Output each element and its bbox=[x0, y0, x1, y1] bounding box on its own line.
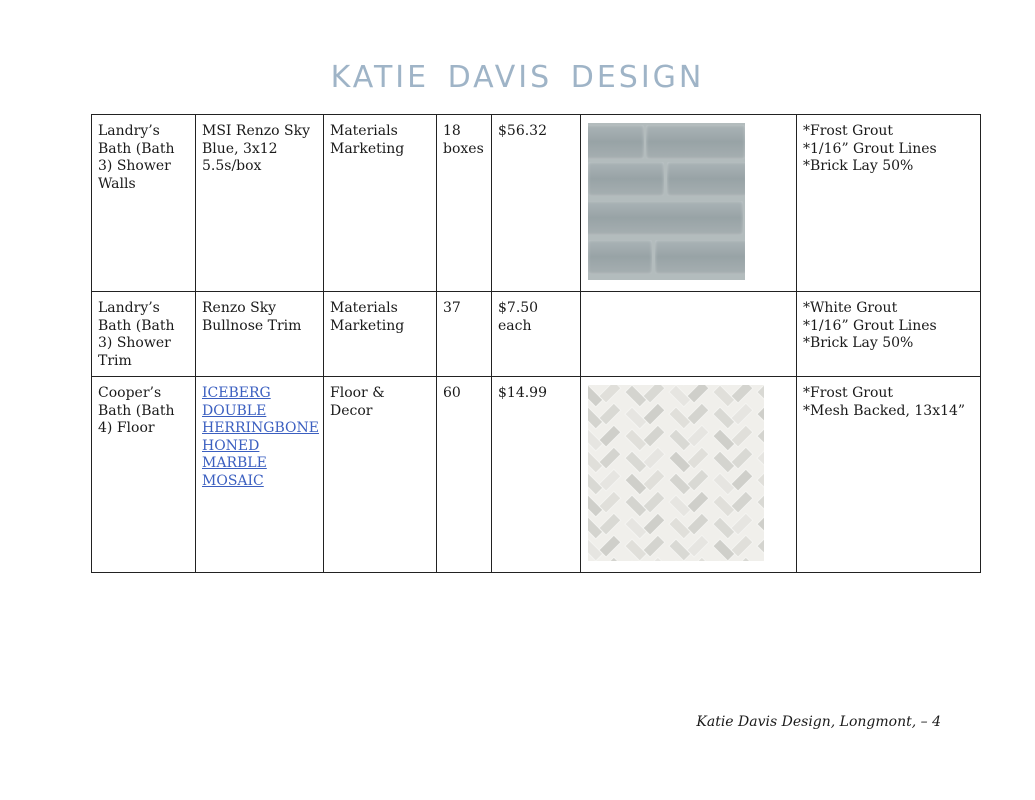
table-row bbox=[92, 377, 981, 573]
price-cell: $14.99 bbox=[492, 377, 581, 573]
quantity-cell: 60 bbox=[437, 377, 492, 573]
price-cell: $56.32 bbox=[492, 115, 581, 292]
note-line: *1/16” Grout Lines bbox=[803, 140, 937, 157]
note-line: *Mesh Backed, 13x14” bbox=[803, 402, 966, 419]
note-line: *Frost Grout bbox=[803, 123, 894, 139]
table-row bbox=[92, 292, 981, 377]
image-cell bbox=[581, 292, 797, 377]
location-cell: Landry’s Bath (Bath 3) Shower Trim bbox=[92, 292, 196, 377]
note-line: *Brick Lay 50% bbox=[803, 158, 914, 174]
vendor-cell: Floor & Decor bbox=[324, 377, 437, 573]
page-footer: Katie Davis Design, Longmont, – 4 bbox=[696, 714, 941, 730]
vendor-cell: Materials Marketing bbox=[324, 292, 437, 377]
product-cell bbox=[196, 377, 324, 573]
vendor-cell: Materials Marketing bbox=[324, 115, 437, 292]
image-cell bbox=[581, 115, 797, 292]
product-cell: Renzo Sky Bullnose Trim bbox=[196, 292, 324, 377]
product-cell: MSI Renzo Sky Blue, 3x12 5.5s/box bbox=[196, 115, 324, 292]
price-cell: $7.50 each bbox=[492, 292, 581, 377]
note-line: *White Grout bbox=[803, 300, 898, 316]
blue-subway-tile-swatch bbox=[588, 123, 745, 280]
herringbone-marble-mosaic-swatch bbox=[588, 385, 764, 561]
quantity-cell: 18 boxes bbox=[437, 115, 492, 292]
product-link[interactable]: ICEBERG DOUBLE HERRINGBONE HONED MARBLE MOSAIC bbox=[202, 385, 319, 489]
page-title: KATIE DAVIS DESIGN bbox=[330, 60, 705, 95]
table-row bbox=[92, 115, 981, 292]
location-cell: Landry’s Bath (Bath 3) Shower Walls bbox=[92, 115, 196, 292]
note-line: *1/16” Grout Lines bbox=[803, 317, 937, 334]
tile-spec-table bbox=[91, 114, 981, 573]
note-line: *Frost Grout bbox=[803, 385, 894, 401]
location-cell: Cooper’s Bath (Bath 4) Floor bbox=[92, 377, 196, 573]
quantity-cell: 37 bbox=[437, 292, 492, 377]
notes-cell bbox=[797, 115, 981, 292]
image-cell bbox=[581, 377, 797, 573]
notes-cell bbox=[797, 377, 981, 573]
note-line: *Brick Lay 50% bbox=[803, 335, 914, 351]
notes-cell bbox=[797, 292, 981, 377]
